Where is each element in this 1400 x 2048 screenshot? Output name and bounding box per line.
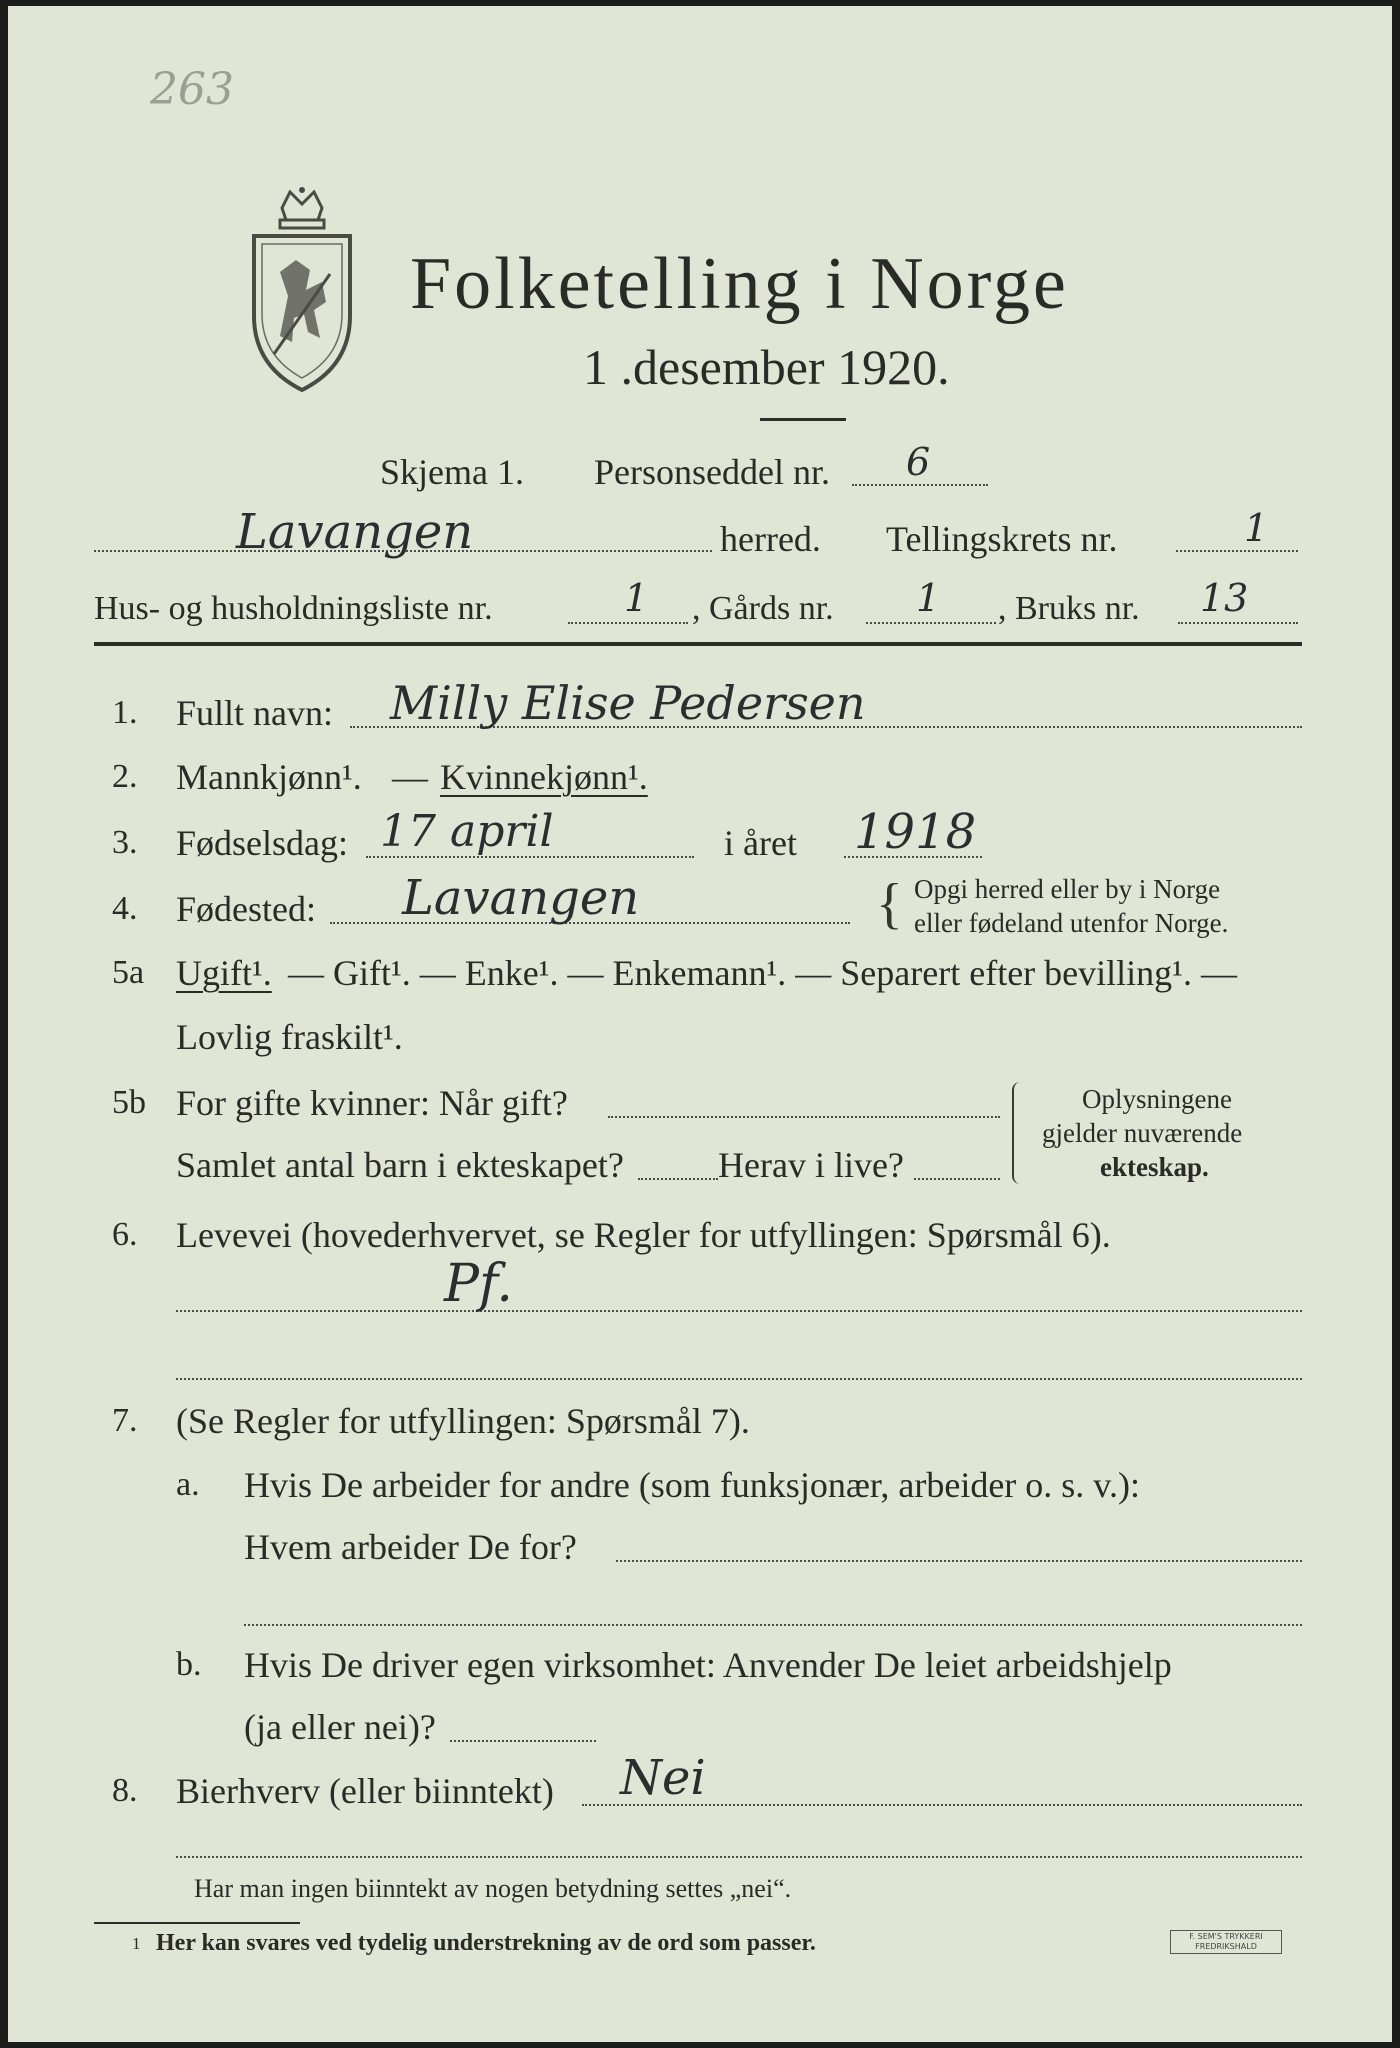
q6-occupation: Pf. (444, 1254, 513, 1314)
q8-label: Bierhverv (eller biinntekt) (176, 1771, 554, 1811)
personseddel-label: Personseddel nr. (594, 452, 830, 492)
q1-label: Fullt navn: (176, 693, 334, 733)
gards-value: 1 (916, 576, 941, 620)
footnote-text: Her kan svares ved tydelig understrekning av de ord som passer. (156, 1930, 816, 1956)
q3-number: 3. (112, 824, 138, 861)
tellingskrets-line (1176, 550, 1298, 552)
q3-birthday: 17 april (380, 806, 554, 857)
title-divider (760, 418, 846, 421)
q8-number: 8. (112, 1772, 138, 1809)
q5b-note1: Oplysningene (1082, 1084, 1232, 1114)
q7a-text: Hvis De arbeider for andre (som funksjonær, arbeider o. s. v.): (244, 1465, 1140, 1505)
q5b-note3: ekteskap. (1100, 1152, 1209, 1182)
q4-note-line2: eller fødeland utenfor Norge. (914, 908, 1229, 938)
q2-dash: — (392, 757, 428, 797)
note-nei: Har man ingen biinntekt av nogen betydning settes „nei“. (194, 1874, 792, 1903)
q5b-number: 5b (112, 1084, 146, 1121)
q6-label: Levevei (hovederhvervet, se Regler for utfyllingen: Spørsmål 6). (176, 1215, 1111, 1255)
q7b-question: (ja eller nei)? (244, 1707, 436, 1747)
q5b-note2: gjelder nuværende (1042, 1118, 1243, 1148)
q3-label: Fødselsdag: (176, 823, 349, 863)
q7a-line2 (244, 1624, 1302, 1626)
q4-label: Fødested: (176, 889, 316, 929)
q5b-note-bracket (1012, 1082, 1028, 1184)
tellingskrets-value: 1 (1244, 506, 1269, 550)
footnote-mark: 1 (132, 1934, 141, 1953)
q1-number: 1. (112, 694, 138, 731)
census-form-page (8, 6, 1392, 2042)
q4-birthplace: Lavangen (402, 870, 640, 926)
printer-stamp (1170, 1930, 1282, 1954)
coat-of-arms-icon (244, 186, 360, 394)
herred-label: herred. (720, 519, 821, 559)
census-date: 1 .desember 1920. (583, 339, 950, 395)
gards-label: , Gårds nr. (692, 590, 834, 627)
q5b-line1: For gifte kvinner: Når gift? (176, 1083, 568, 1123)
q6-line2 (176, 1378, 1302, 1380)
q5a-number: 5a (112, 954, 145, 991)
printer-stamp-line2: FREDRIKSHALD (1195, 1942, 1257, 1951)
personseddel-value: 6 (906, 440, 931, 484)
husliste-value: 1 (624, 576, 649, 620)
tellingskrets-label: Tellingskrets nr. (886, 519, 1118, 559)
q5b-children-line (638, 1178, 718, 1180)
q2-kvinne: Kvinnekjønn¹. (440, 757, 648, 797)
q7b-line (450, 1740, 596, 1742)
q5a-fraskilt: Lovlig fraskilt¹. (176, 1017, 403, 1057)
bruks-line (1178, 622, 1298, 624)
q5b-alive-line (914, 1178, 1000, 1180)
personseddel-line (852, 484, 988, 486)
q5b-married-line (608, 1116, 1000, 1118)
q5b-children-label: Samlet antal barn i ekteskapet? (176, 1145, 624, 1185)
printer-stamp-line1: F. SEM'S TRYKKERI (1189, 1932, 1263, 1941)
q6-number: 6. (112, 1216, 138, 1253)
q5b-alive-label: Herav i live? (718, 1145, 904, 1185)
q3-year: 1918 (854, 804, 977, 860)
q8-line2 (176, 1856, 1302, 1858)
q3-year-label: i året (724, 823, 797, 863)
husliste-line (568, 622, 688, 624)
form-title: Folketelling i Norge (410, 243, 1069, 325)
q4-number: 4. (112, 890, 138, 927)
bruks-value: 13 (1200, 576, 1249, 620)
husliste-label: Hus- og husholdningsliste nr. (94, 590, 493, 627)
q7a-line1 (616, 1560, 1302, 1562)
q8-side-income: Nei (620, 1750, 706, 1806)
header-rule (94, 642, 1302, 646)
q7b-letter: b. (176, 1646, 202, 1683)
bruks-label: , Bruks nr. (998, 590, 1140, 627)
q7a-letter: a. (176, 1466, 200, 1503)
q5a-options: — Gift¹. — Enke¹. — Enkemann¹. — Separert efter bevilling¹. — (288, 953, 1237, 993)
q4-note-line1: Opgi herred eller by i Norge (914, 874, 1221, 904)
q2-mann: Mannkjønn¹. (176, 757, 362, 797)
page-annotation: 263 (150, 64, 234, 115)
skjema-label: Skjema 1. (380, 452, 524, 492)
q7b-text: Hvis De driver egen virksomhet: Anvender De leiet arbeidshjelp (244, 1645, 1172, 1685)
q7a-question: Hvem arbeider De for? (244, 1527, 577, 1567)
q6-line1 (176, 1310, 1302, 1312)
q7-label: (Se Regler for utfyllingen: Spørsmål 7). (176, 1401, 750, 1441)
q1-full-name: Milly Elise Pedersen (390, 676, 866, 730)
gards-line (866, 622, 996, 624)
q7-number: 7. (112, 1402, 138, 1439)
q5a-ugift: Ugift¹. (176, 953, 272, 993)
q2-number: 2. (112, 758, 138, 795)
q4-note-brace: { (876, 873, 903, 935)
footnote-rule (94, 1922, 300, 1924)
herred-value: Lavangen (236, 504, 474, 560)
